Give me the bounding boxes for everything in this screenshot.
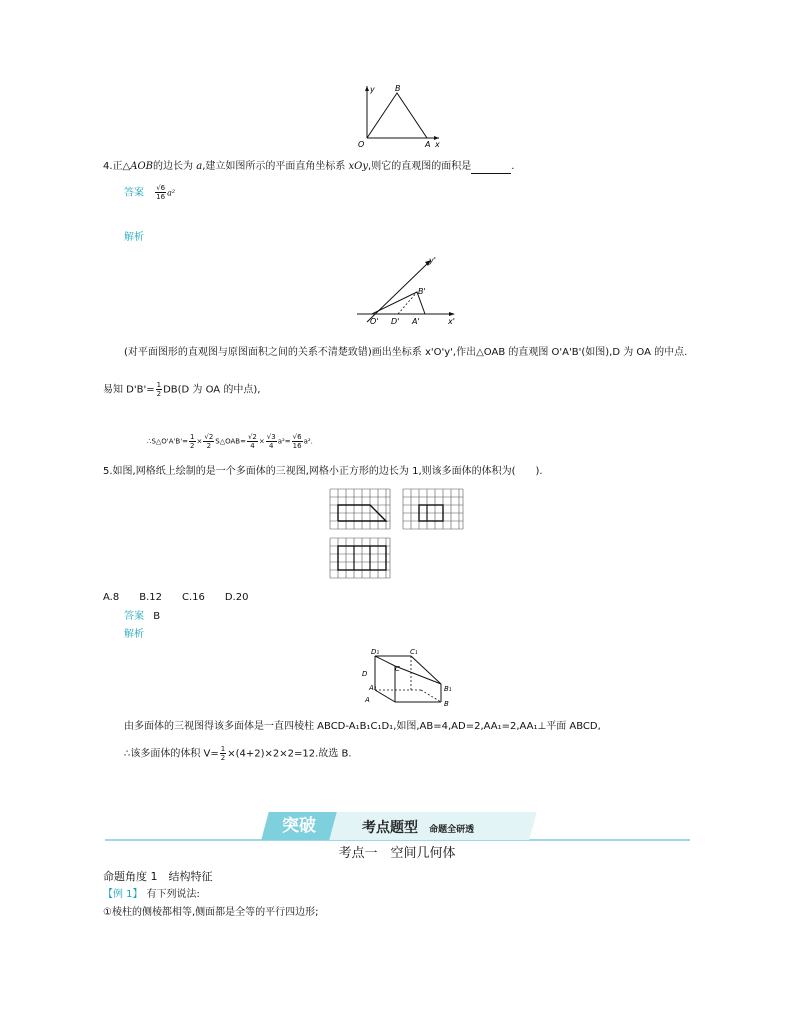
fig1-label-o: O bbox=[358, 140, 365, 149]
example-1: 【例 1】 有下列说法: bbox=[103, 889, 200, 900]
fig2-label-y: y' bbox=[429, 256, 436, 265]
banner-right-text: 考点题型 命题全研透 bbox=[362, 820, 475, 836]
figure-triangle-aob bbox=[355, 82, 445, 150]
fig2-label-a: A' bbox=[412, 317, 420, 326]
prism-label-a: A bbox=[365, 696, 370, 704]
prism-label-b1: B₁ bbox=[444, 685, 452, 693]
three-view-grid-front bbox=[329, 488, 391, 530]
section-title: 考点一 空间几何体 bbox=[338, 846, 456, 861]
prism-label-d: D bbox=[362, 670, 368, 678]
three-view-grid-side bbox=[402, 488, 464, 530]
q4-analysis-line2: 易知 D'B'= $\frac{1}{2}$ DB(D 为 OA 的中点), bbox=[103, 381, 261, 398]
fig2-label-x: x' bbox=[448, 317, 455, 326]
q4-analysis-label: 解析 bbox=[124, 232, 144, 243]
q5-analysis-line1: 由多面体的三视图得该多面体是一直四棱柱 ABCD-A₁B₁C₁D₁,如图,AB=4,AD=2,AA₁=2,AA₁⊥平面 ABCD, bbox=[124, 721, 601, 732]
fig1-label-y: y bbox=[370, 85, 375, 94]
q5-options: A.8 B.12 C.16 D.20 bbox=[103, 592, 249, 603]
fig2-label-o: O' bbox=[370, 317, 379, 326]
q5-analysis-label: 解析 bbox=[124, 629, 144, 640]
q4-answer: 答案 $\frac{√6}{16}$ a² bbox=[124, 184, 176, 201]
section-subtitle: 命题角度 1 结构特征 bbox=[103, 870, 213, 883]
q5-question: 5.如图,网格纸上绘制的是一个多面体的三视图,网格小正方形的边长为 1,则该多面体的体积为( ). bbox=[103, 466, 543, 477]
fig1-label-b: B bbox=[395, 84, 401, 93]
example-1-item-1: ①棱柱的侧棱都相等,侧面都是全等的平行四边形; bbox=[103, 907, 319, 918]
q5-answer: 答案 B bbox=[124, 611, 161, 622]
fig1-label-a: A bbox=[425, 140, 431, 149]
fig2-label-b: B' bbox=[418, 287, 426, 296]
fig1-label-x: x bbox=[435, 140, 440, 149]
three-view-grid-top bbox=[329, 537, 391, 579]
q4-question: 4.正△AOB的边长为 a,建立如图所示的平面直角坐标系 xOy,则它的直观图的面积是 . bbox=[103, 161, 515, 172]
answer-label: 答案 bbox=[124, 187, 144, 199]
fig2-label-d: D' bbox=[391, 317, 400, 326]
figure-oblique-triangle bbox=[355, 252, 465, 332]
figure-prism bbox=[355, 644, 467, 712]
q5-analysis-line2: ∴该多面体的体积 V= $\frac{1}{2}$ ×(4+2)×2×2=12.故选 B. bbox=[124, 745, 352, 762]
q4-analysis-line1: (对平面图形的直观图与原图面积之间的关系不清楚致错)画出坐标系 x'O'y',作出△OAB 的直观图 O'A'B'(如图),D 为 OA 的中点. bbox=[124, 347, 688, 358]
prism-label-a1: A₁ bbox=[369, 684, 377, 692]
answer-blank bbox=[471, 163, 511, 174]
q4-analysis-line3: ∴S△O'A'B'= $\frac{1}{2}$ × $\frac{√2}{2}$ S△OAB= $\frac{√2}{4}$ × $\frac{√3}{4}$ a²= $\frac{√6}{16}$ a². bbox=[147, 433, 313, 450]
answer-label: 答案 bbox=[124, 611, 144, 622]
prism-label-c: C bbox=[395, 665, 400, 673]
prism-label-c1: C₁ bbox=[410, 648, 418, 656]
prism-label-b: B bbox=[444, 700, 449, 708]
prism-label-d1: D₁ bbox=[371, 648, 380, 656]
answer-fraction: $\frac{√6}{16}$ bbox=[156, 184, 166, 201]
banner-left-text: 突破 bbox=[282, 816, 316, 836]
